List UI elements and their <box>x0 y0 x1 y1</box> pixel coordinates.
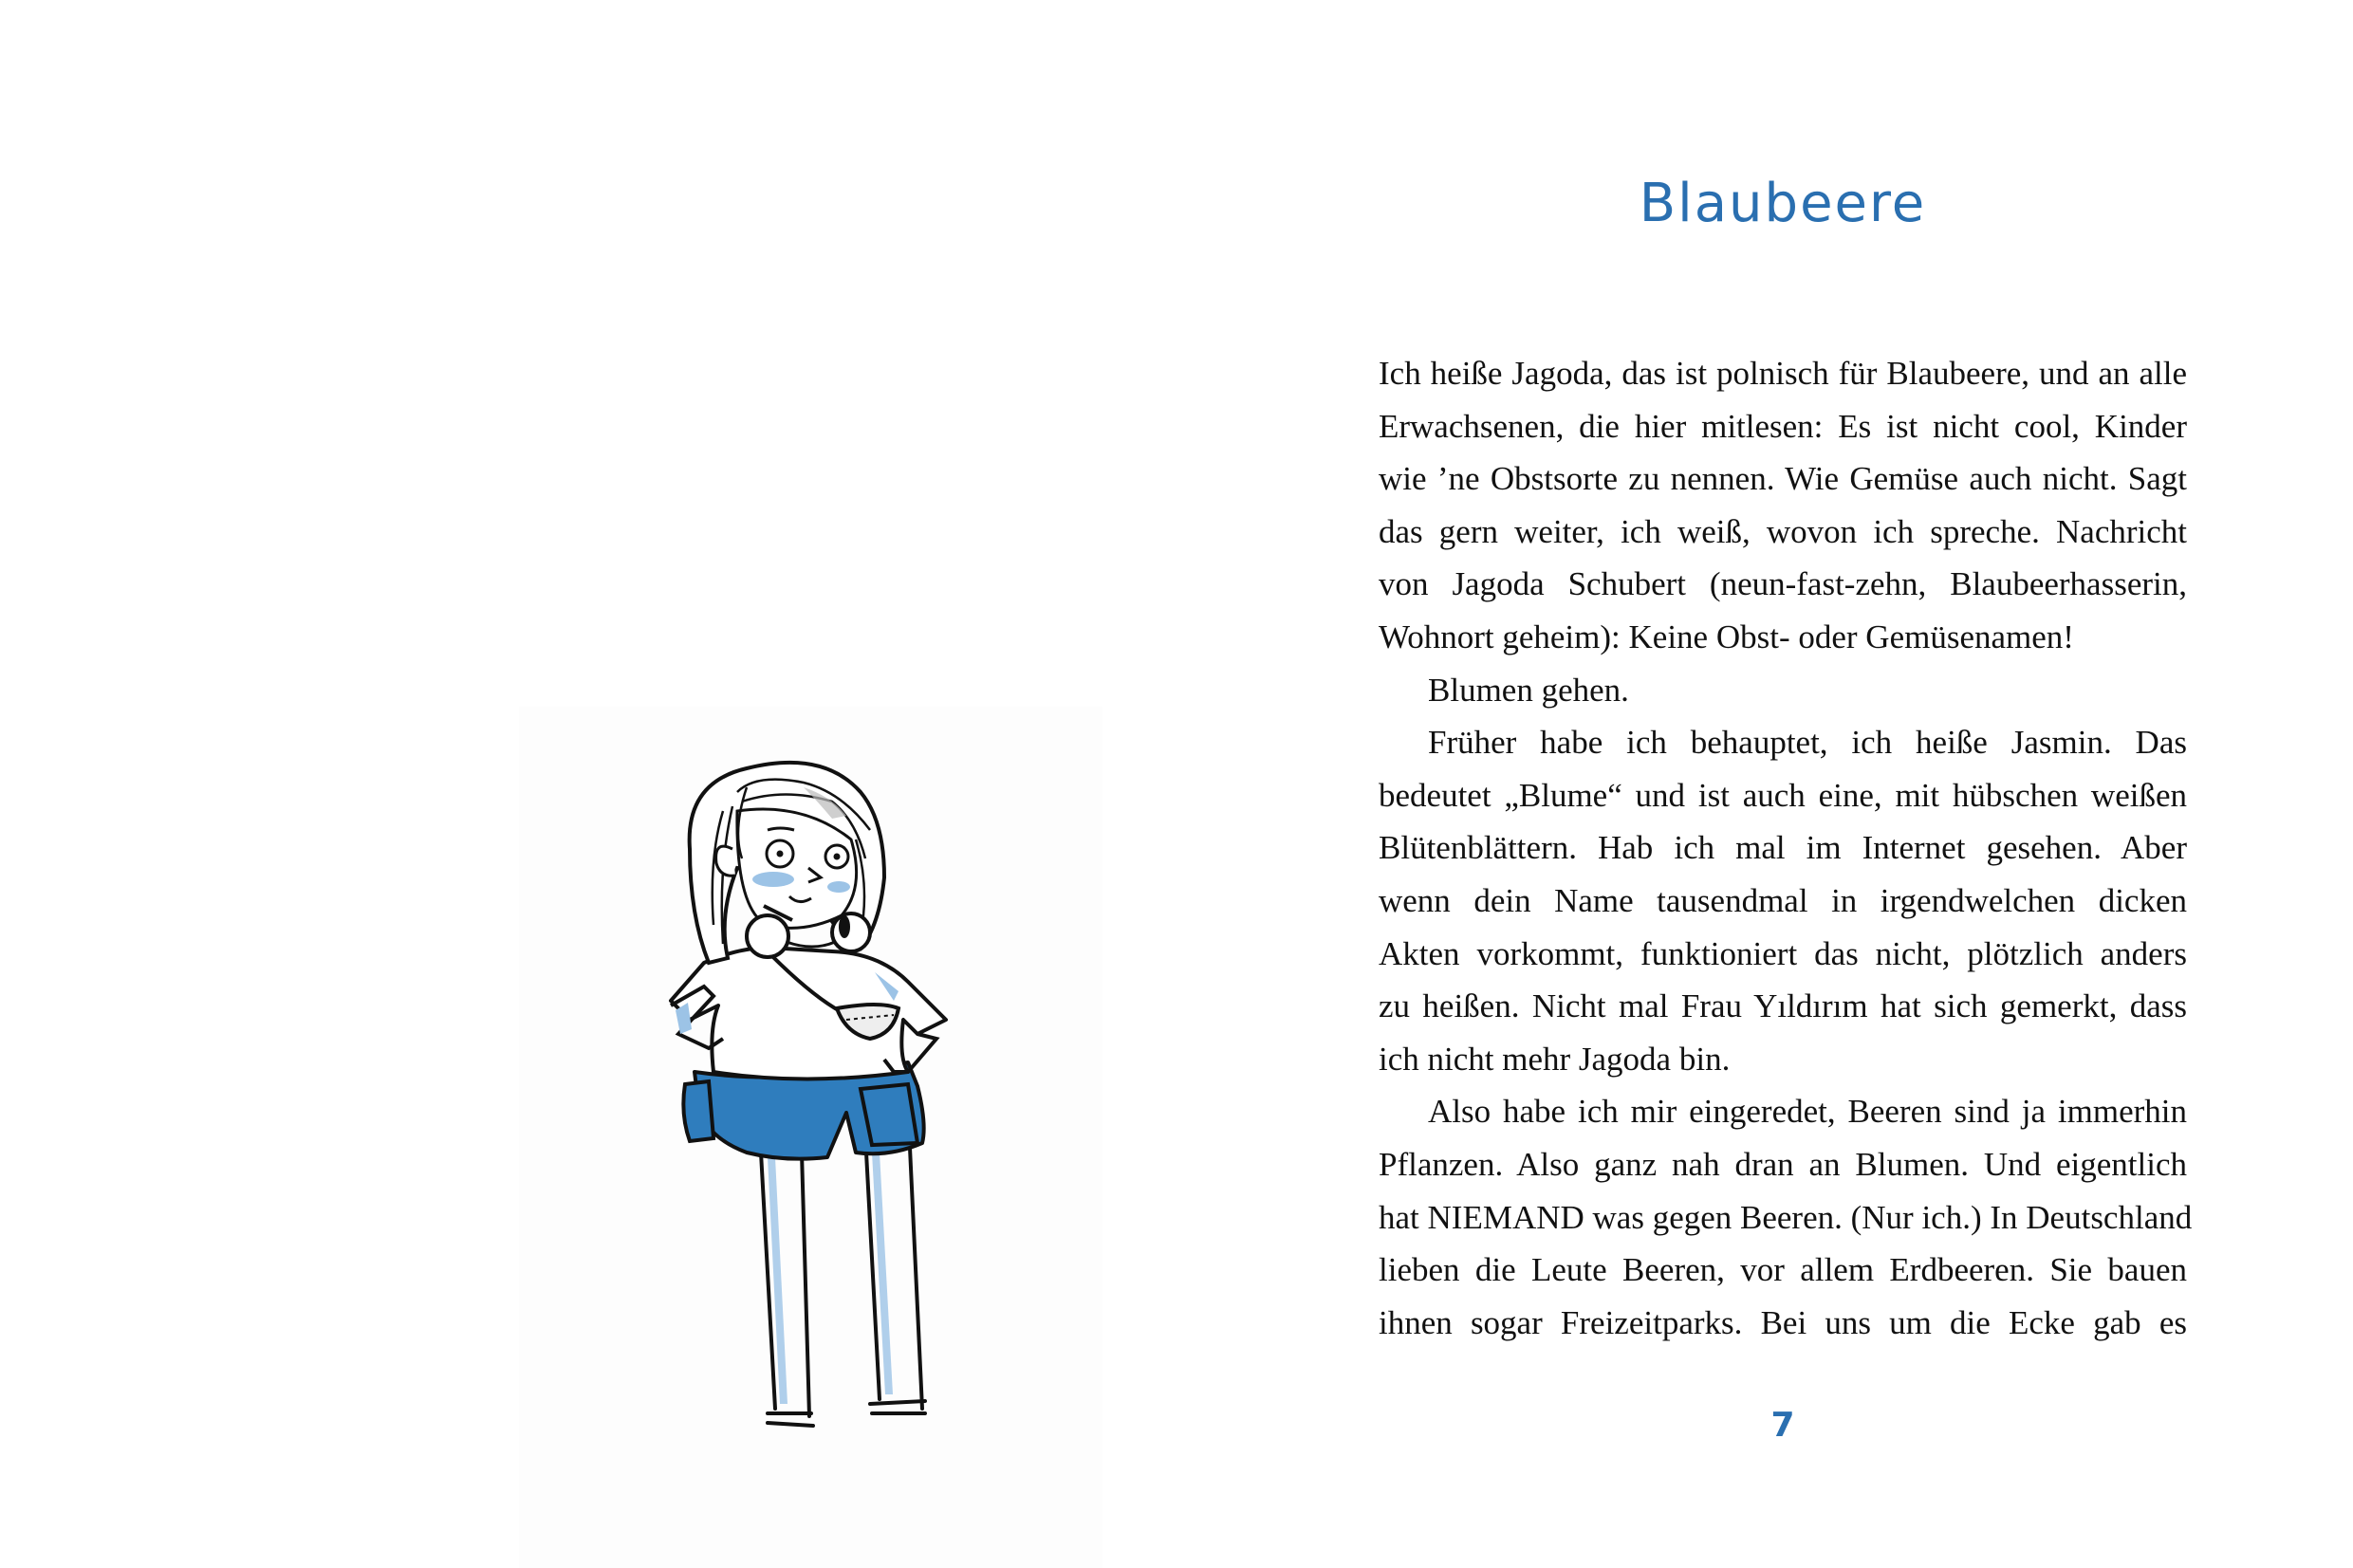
chapter-title: Blaubeere <box>1639 173 1927 234</box>
text-line: Wohnort geheim): Keine Obst- oder Gemüsenamen! <box>1379 618 2074 655</box>
text-line: zu heißen. Nicht mal Frau Yıldırım hat sich gemerkt, dass <box>1379 987 2187 1025</box>
left-page <box>0 0 1176 1568</box>
text-line: Blütenblättern. Hab ich mal im Internet gesehen. Aber <box>1379 829 2187 867</box>
text-line: Pflanzen. Also ganz nah dran an Blumen. Und eigentlich <box>1379 1145 2187 1183</box>
text-line: Blumen gehen. <box>1428 671 1629 709</box>
text-line: bedeutet „Blume“ und ist auch eine, mit hübschen weißen <box>1379 776 2187 814</box>
text-line: Früher habe ich behauptet, ich heiße Jasmin. Das <box>1428 724 2187 762</box>
girl-drawing-icon <box>519 707 1102 1568</box>
text-line: hat NIEMAND was gegen Beeren. (Nur ich.) In Deutschland <box>1379 1198 2193 1236</box>
text-line: Akten vorkommt, funktioniert das nicht, plötzlich anders <box>1379 934 2187 972</box>
text-line: Erwachsenen, die hier mitlesen: Es ist nicht cool, Kinder <box>1379 407 2187 445</box>
text-line: wenn dein Name tausendmal in irgendwelchen dicken <box>1379 881 2187 919</box>
text-line: wie ’ne Obstsorte zu nennen. Wie Gemüse auch nicht. Sagt <box>1379 460 2187 498</box>
body-text <box>1379 347 2193 1349</box>
text-line: das gern weiter, ich weiß, wovon ich spreche. Nachricht <box>1379 512 2187 550</box>
text-line: ich nicht mehr Jagoda bin. <box>1379 1040 1731 1078</box>
girl-illustration <box>519 707 1102 1568</box>
text-line: lieben die Leute Beeren, vor allem Erdbeeren. Sie bauen <box>1379 1251 2187 1289</box>
text-line: ihnen sogar Freizeitparks. Bei uns um die Ecke gab es <box>1379 1303 2187 1341</box>
text-line: Also habe ich mir eingeredet, Beeren sind ja immerhin <box>1428 1093 2187 1131</box>
text-line: von Jagoda Schubert (neun-fast-zehn, Blaubeerhasserin, <box>1379 565 2187 603</box>
text-line: Ich heiße Jagoda, das ist polnisch für Blaubeere, und an alle <box>1379 355 2187 392</box>
page-number: 7 <box>1770 1406 1795 1445</box>
